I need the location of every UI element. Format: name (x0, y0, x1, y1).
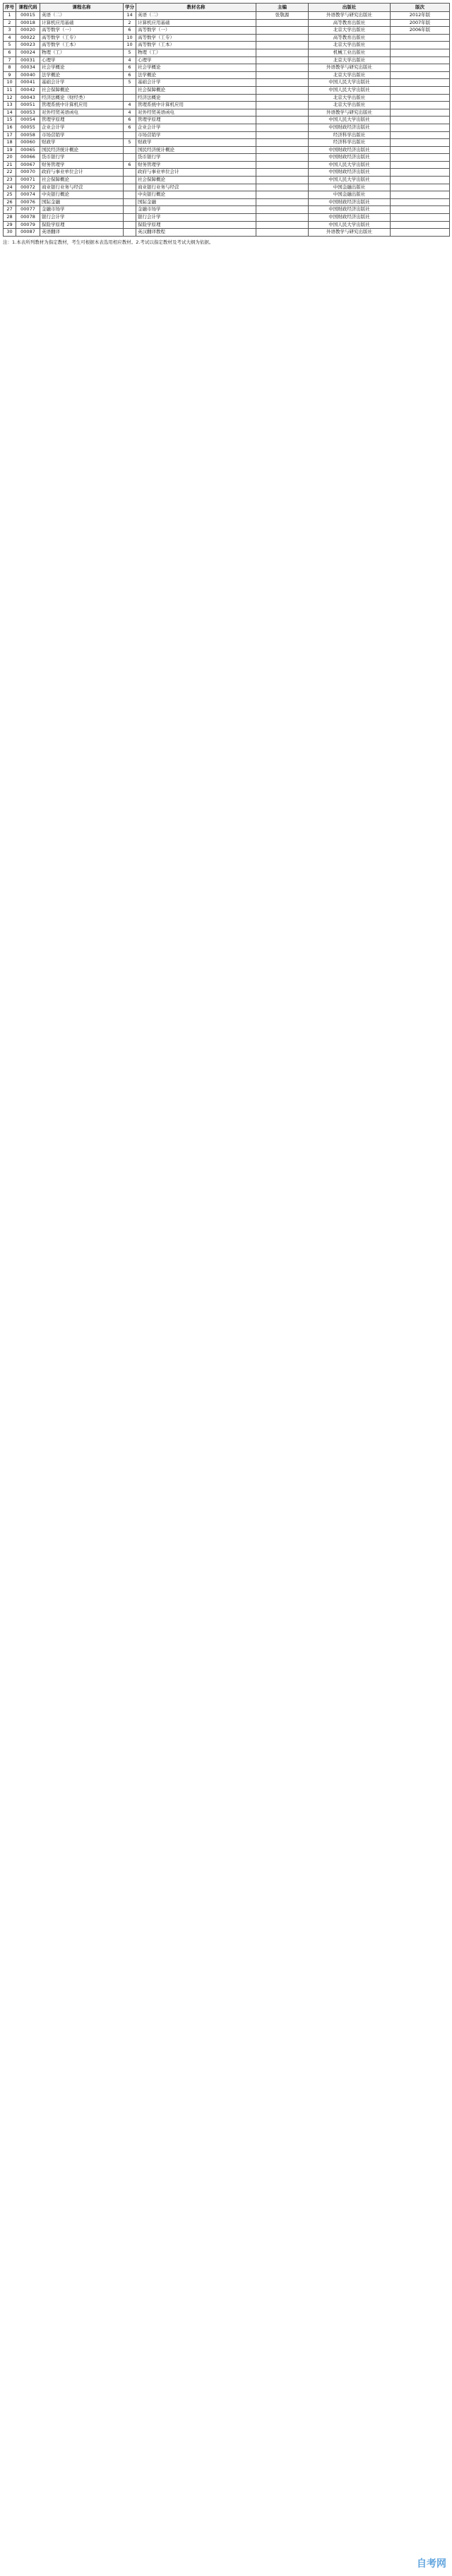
cell-credit: 4 (124, 109, 136, 117)
cell-no: 19 (4, 146, 16, 154)
table-row (4, 19, 450, 27)
cell-course-code: 00023 (16, 42, 40, 49)
cell-course-code: 00041 (16, 79, 40, 87)
cell-credit: 6 (124, 27, 136, 35)
cell-no: 2 (4, 19, 16, 27)
cell-textbook-name: 心理学 (136, 56, 256, 64)
cell-course-name: 法学概论 (40, 71, 124, 79)
cell-course-name: 财务管理学 (40, 161, 124, 169)
cell-edition (391, 79, 450, 87)
cell-publisher: 外语教学与研究出版社 (309, 64, 391, 72)
cell-textbook-name: 高等数学（工本） (136, 42, 256, 49)
cell-publisher: 中国财政经济出版社 (309, 198, 391, 206)
cell-course-name: 市场营销学 (40, 131, 124, 139)
cell-course-name: 心理学 (40, 56, 124, 64)
cell-editor (256, 102, 309, 109)
cell-edition: 2012年版 (391, 12, 450, 20)
cell-no: 28 (4, 214, 16, 222)
header-course-code: 课程代码 (16, 4, 40, 12)
table-row (4, 49, 450, 56)
table-row (4, 12, 450, 20)
cell-course-name: 管理学原理 (40, 117, 124, 124)
cell-editor (256, 139, 309, 147)
cell-publisher: 机械工业出版社 (309, 49, 391, 56)
cell-publisher: 北京大学出版社 (309, 94, 391, 102)
cell-credit (124, 94, 136, 102)
header-editor: 主编 (256, 4, 309, 12)
cell-editor (256, 191, 309, 199)
cell-editor (256, 49, 309, 56)
table-row (4, 214, 450, 222)
table-row (4, 131, 450, 139)
cell-publisher: 高等教育出版社 (309, 19, 391, 27)
table-row (4, 198, 450, 206)
cell-edition (391, 94, 450, 102)
cell-credit: 10 (124, 34, 136, 42)
cell-edition: 2006年版 (391, 27, 450, 35)
cell-edition (391, 42, 450, 49)
table-row (4, 109, 450, 117)
cell-credit (124, 191, 136, 199)
cell-course-name: 高等数学（一） (40, 27, 124, 35)
cell-course-name: 计算机应用基础 (40, 19, 124, 27)
cell-course-code: 00072 (16, 184, 40, 191)
cell-edition (391, 86, 450, 94)
cell-publisher: 北京大学出版社 (309, 27, 391, 35)
table-row (4, 79, 450, 87)
cell-publisher: 外语教学与研究出版社 (309, 12, 391, 20)
cell-publisher: 经济科学出版社 (309, 139, 391, 147)
cell-course-code: 00043 (16, 94, 40, 102)
cell-credit (124, 169, 136, 177)
cell-course-code: 00055 (16, 124, 40, 131)
cell-editor (256, 56, 309, 64)
header-credit: 学分 (124, 4, 136, 12)
cell-course-code: 00070 (16, 169, 40, 177)
cell-publisher: 北京大学出版社 (309, 56, 391, 64)
cell-textbook-name: 社会保障概论 (136, 177, 256, 184)
cell-course-name: 高等数学（工专） (40, 34, 124, 42)
cell-textbook-name: 英语（二） (136, 12, 256, 20)
cell-credit: 6 (124, 124, 136, 131)
table-row (4, 56, 450, 64)
table-row (4, 221, 450, 229)
cell-textbook-name: 高等数学（工专） (136, 34, 256, 42)
cell-edition (391, 117, 450, 124)
cell-course-name: 中央银行概论 (40, 191, 124, 199)
cell-credit (124, 229, 136, 237)
cell-edition (391, 49, 450, 56)
table-body (4, 12, 450, 237)
cell-course-code: 00034 (16, 64, 40, 72)
cell-course-name: 企业会计学 (40, 124, 124, 131)
cell-credit: 5 (124, 79, 136, 87)
header-edition: 版次 (391, 4, 450, 12)
cell-textbook-name: 保险学原理 (136, 221, 256, 229)
cell-textbook-name: 金融市场学 (136, 206, 256, 214)
cell-course-code: 00071 (16, 177, 40, 184)
cell-credit (124, 214, 136, 222)
cell-editor (256, 184, 309, 191)
cell-course-code: 00024 (16, 49, 40, 56)
cell-credit (124, 131, 136, 139)
table-row (4, 27, 450, 35)
cell-course-name: 社会学概论 (40, 64, 124, 72)
table-row (4, 117, 450, 124)
cell-edition (391, 198, 450, 206)
cell-editor (256, 34, 309, 42)
cell-course-code: 00065 (16, 146, 40, 154)
table-row (4, 184, 450, 191)
cell-editor (256, 27, 309, 35)
cell-editor (256, 146, 309, 154)
cell-textbook-name: 英汉翻译教程 (136, 229, 256, 237)
cell-no: 21 (4, 161, 16, 169)
cell-edition (391, 154, 450, 162)
cell-no: 30 (4, 229, 16, 237)
cell-edition (391, 139, 450, 147)
table-row (4, 177, 450, 184)
cell-course-code: 00060 (16, 139, 40, 147)
table-row (4, 34, 450, 42)
cell-textbook-name: 社会学概论 (136, 64, 256, 72)
cell-course-name: 社会保障概论 (40, 177, 124, 184)
cell-textbook-name: 管理系统中计算机应用 (136, 102, 256, 109)
cell-course-code: 00074 (16, 191, 40, 199)
cell-editor (256, 71, 309, 79)
cell-course-code: 00066 (16, 154, 40, 162)
cell-publisher: 北京大学出版社 (309, 71, 391, 79)
cell-credit: 6 (124, 71, 136, 79)
cell-publisher: 外语教学与研究出版社 (309, 229, 391, 237)
cell-no: 12 (4, 94, 16, 102)
cell-editor (256, 177, 309, 184)
cell-no: 10 (4, 79, 16, 87)
cell-credit: 5 (124, 49, 136, 56)
cell-publisher: 中国人民大学出版社 (309, 86, 391, 94)
cell-editor (256, 214, 309, 222)
cell-no: 22 (4, 169, 16, 177)
cell-editor (256, 94, 309, 102)
cell-credit (124, 184, 136, 191)
cell-no: 17 (4, 131, 16, 139)
cell-edition (391, 64, 450, 72)
table-row (4, 161, 450, 169)
cell-textbook-name: 市场营销学 (136, 131, 256, 139)
cell-edition (391, 184, 450, 191)
cell-publisher: 北京大学出版社 (309, 42, 391, 49)
cell-textbook-name: 计算机应用基础 (136, 19, 256, 27)
cell-publisher: 外语教学与研究出版社 (309, 109, 391, 117)
cell-no: 27 (4, 206, 16, 214)
cell-editor (256, 221, 309, 229)
cell-edition (391, 177, 450, 184)
cell-edition (391, 131, 450, 139)
cell-edition (391, 146, 450, 154)
cell-course-name: 政府与事业单位会计 (40, 169, 124, 177)
cell-course-code: 00058 (16, 131, 40, 139)
cell-publisher: 北京大学出版社 (309, 102, 391, 109)
cell-no: 6 (4, 49, 16, 56)
cell-textbook-name: 物理（工） (136, 49, 256, 56)
cell-publisher: 中国人民大学出版社 (309, 161, 391, 169)
cell-course-code: 00018 (16, 19, 40, 27)
cell-edition (391, 169, 450, 177)
cell-course-name: 管理系统中计算机应用 (40, 102, 124, 109)
watermark-text: 自考网 (417, 2558, 446, 2570)
cell-textbook-name: 对外经贸英语函电 (136, 109, 256, 117)
table-row (4, 124, 450, 131)
cell-course-name: 货币银行学 (40, 154, 124, 162)
cell-course-code: 00020 (16, 27, 40, 35)
cell-no: 8 (4, 64, 16, 72)
cell-edition (391, 102, 450, 109)
cell-credit (124, 177, 136, 184)
cell-course-name: 英语（二） (40, 12, 124, 20)
watermark-logo (417, 2556, 446, 2570)
cell-publisher: 中国人民大学出版社 (309, 221, 391, 229)
cell-no: 25 (4, 191, 16, 199)
cell-no: 14 (4, 109, 16, 117)
cell-course-name: 金融市场学 (40, 206, 124, 214)
cell-credit (124, 154, 136, 162)
cell-course-name: 国际金融 (40, 198, 124, 206)
cell-course-code: 00042 (16, 86, 40, 94)
cell-no: 26 (4, 198, 16, 206)
table-row (4, 229, 450, 237)
cell-edition (391, 229, 450, 237)
cell-editor (256, 229, 309, 237)
cell-editor (256, 79, 309, 87)
cell-no: 24 (4, 184, 16, 191)
table-row (4, 42, 450, 49)
cell-course-name: 经济法概论（财经类） (40, 94, 124, 102)
cell-no: 1 (4, 12, 16, 20)
cell-no: 23 (4, 177, 16, 184)
cell-publisher: 中国财政经济出版社 (309, 206, 391, 214)
table-row (4, 94, 450, 102)
table-header-row (4, 4, 450, 12)
cell-course-name: 国民经济统计概论 (40, 146, 124, 154)
cell-textbook-name: 社会保障概论 (136, 86, 256, 94)
cell-credit: 6 (124, 64, 136, 72)
cell-editor (256, 161, 309, 169)
table-row (4, 86, 450, 94)
cell-editor (256, 169, 309, 177)
cell-publisher: 中国人民大学出版社 (309, 79, 391, 87)
cell-textbook-name: 政府与事业单位会计 (136, 169, 256, 177)
cell-editor (256, 206, 309, 214)
table-row (4, 64, 450, 72)
cell-course-name: 英语翻译 (40, 229, 124, 237)
cell-course-code: 00022 (16, 34, 40, 42)
cell-credit: 6 (124, 117, 136, 124)
cell-course-name: 银行会计学 (40, 214, 124, 222)
cell-textbook-name: 中央银行概论 (136, 191, 256, 199)
cell-no: 11 (4, 86, 16, 94)
cell-edition (391, 56, 450, 64)
cell-course-code: 00076 (16, 198, 40, 206)
cell-course-code: 00078 (16, 214, 40, 222)
cell-course-code: 00054 (16, 117, 40, 124)
cell-no: 3 (4, 27, 16, 35)
cell-publisher: 中国财政经济出版社 (309, 169, 391, 177)
course-textbook-sheet (3, 3, 449, 246)
table-row (4, 139, 450, 147)
cell-edition (391, 191, 450, 199)
cell-publisher: 高等教育出版社 (309, 34, 391, 42)
cell-publisher: 中国金融出版社 (309, 191, 391, 199)
cell-course-code: 00031 (16, 56, 40, 64)
cell-edition: 2007年版 (391, 19, 450, 27)
cell-editor (256, 198, 309, 206)
cell-credit: 5 (124, 139, 136, 147)
cell-textbook-name: 商业银行业务与经营 (136, 184, 256, 191)
cell-course-name: 物理（工） (40, 49, 124, 56)
cell-edition (391, 214, 450, 222)
cell-course-code: 00087 (16, 229, 40, 237)
cell-no: 20 (4, 154, 16, 162)
cell-course-code: 00040 (16, 71, 40, 79)
table-row (4, 71, 450, 79)
cell-course-name: 高等数学（工本） (40, 42, 124, 49)
cell-editor (256, 117, 309, 124)
cell-editor: 张敬源 (256, 12, 309, 20)
cell-publisher: 中国财政经济出版社 (309, 124, 391, 131)
cell-no: 4 (4, 34, 16, 42)
cell-course-code: 00077 (16, 206, 40, 214)
cell-course-code: 00015 (16, 12, 40, 20)
footnote: 注：1.本表所列教材为指定教材，考生可根据本表选用相应教材。2.考试以指定教材及考试大纲为依据。 (3, 239, 214, 245)
cell-textbook-name: 国民经济统计概论 (136, 146, 256, 154)
cell-edition (391, 221, 450, 229)
cell-course-name: 商业银行业务与经营 (40, 184, 124, 191)
cell-credit (124, 198, 136, 206)
cell-publisher: 经济科学出版社 (309, 131, 391, 139)
table-row (4, 146, 450, 154)
cell-textbook-name: 财政学 (136, 139, 256, 147)
cell-publisher: 中国人民大学出版社 (309, 177, 391, 184)
cell-credit: 6 (124, 161, 136, 169)
cell-edition (391, 206, 450, 214)
table-row (4, 191, 450, 199)
cell-editor (256, 131, 309, 139)
header-no: 序号 (4, 4, 16, 12)
cell-editor (256, 124, 309, 131)
cell-course-name: 财政学 (40, 139, 124, 147)
cell-textbook-name: 企业会计学 (136, 124, 256, 131)
cell-textbook-name: 基础会计学 (136, 79, 256, 87)
cell-course-name: 对外经贸英语函电 (40, 109, 124, 117)
cell-textbook-name: 高等数学（一） (136, 27, 256, 35)
cell-textbook-name: 货币银行学 (136, 154, 256, 162)
cell-course-code: 00079 (16, 221, 40, 229)
cell-no: 7 (4, 56, 16, 64)
cell-no: 15 (4, 117, 16, 124)
cell-editor (256, 19, 309, 27)
cell-textbook-name: 财务管理学 (136, 161, 256, 169)
cell-publisher: 中国财政经济出版社 (309, 214, 391, 222)
table-row (4, 206, 450, 214)
cell-edition (391, 124, 450, 131)
cell-edition (391, 161, 450, 169)
cell-no: 9 (4, 71, 16, 79)
cell-credit: 14 (124, 12, 136, 20)
cell-textbook-name: 经济法概论 (136, 94, 256, 102)
cell-credit (124, 86, 136, 94)
cell-edition (391, 71, 450, 79)
cell-credit (124, 221, 136, 229)
cell-credit: 2 (124, 19, 136, 27)
cell-textbook-name: 银行会计学 (136, 214, 256, 222)
cell-no: 13 (4, 102, 16, 109)
cell-credit: 10 (124, 42, 136, 49)
cell-textbook-name: 国际金融 (136, 198, 256, 206)
cell-no: 29 (4, 221, 16, 229)
cell-editor (256, 86, 309, 94)
table-row (4, 169, 450, 177)
cell-edition (391, 34, 450, 42)
cell-publisher: 中国财政经济出版社 (309, 146, 391, 154)
cell-editor (256, 109, 309, 117)
cell-course-name: 基础会计学 (40, 79, 124, 87)
header-publisher: 出版社 (309, 4, 391, 12)
table-row (4, 154, 450, 162)
cell-credit: 4 (124, 56, 136, 64)
cell-course-code: 00067 (16, 161, 40, 169)
cell-course-name: 社会保障概论 (40, 86, 124, 94)
cell-no: 18 (4, 139, 16, 147)
cell-textbook-name: 法学概论 (136, 71, 256, 79)
textbook-table (3, 3, 450, 237)
cell-course-code: 00053 (16, 109, 40, 117)
cell-editor (256, 154, 309, 162)
cell-edition (391, 109, 450, 117)
cell-no: 5 (4, 42, 16, 49)
cell-editor (256, 42, 309, 49)
header-course-name: 课程名称 (40, 4, 124, 12)
cell-publisher: 中国金融出版社 (309, 184, 391, 191)
cell-editor (256, 64, 309, 72)
cell-no: 16 (4, 124, 16, 131)
cell-course-code: 00051 (16, 102, 40, 109)
cell-credit: 4 (124, 102, 136, 109)
cell-textbook-name: 管理学原理 (136, 117, 256, 124)
cell-course-name: 保险学原理 (40, 221, 124, 229)
cell-publisher: 中国人民大学出版社 (309, 117, 391, 124)
header-textbook-name: 教材名称 (136, 4, 256, 12)
cell-credit (124, 146, 136, 154)
cell-credit (124, 206, 136, 214)
cell-publisher: 中国财政经济出版社 (309, 154, 391, 162)
table-row (4, 102, 450, 109)
